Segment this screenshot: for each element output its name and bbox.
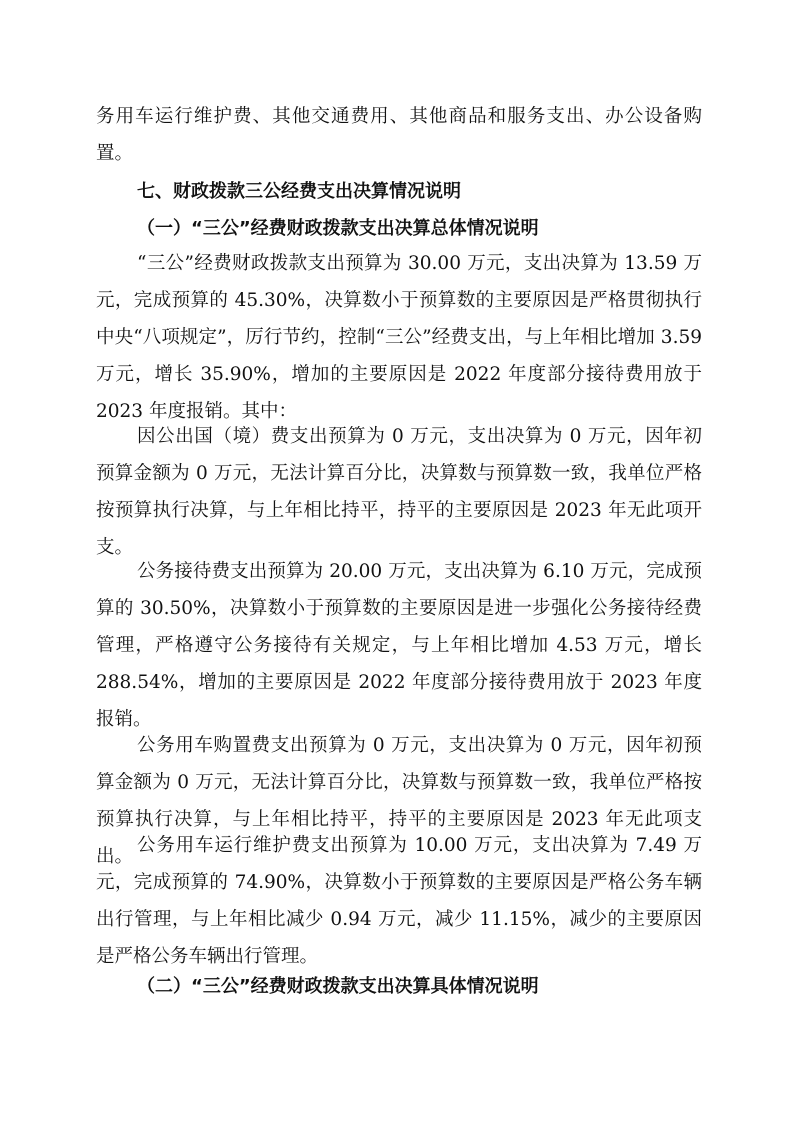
subheading-2: （二）“三公”经费财政拨款支出决算具体情况说明 <box>137 976 539 997</box>
paragraph-vehicle-purchase: 公务用车购置费支出预算为 0 万元，支出决算为 0 万元，因年初预算金额为 0 万元，无法计算百分比，决算数与预算数一致，我单位严格按预算执行决算，与上年相比持平，持平的主要原因是 2023 年无此项支出。 <box>96 735 702 867</box>
paragraph-continuation: 务用车运行维护费、其他交通费用、其他商品和服务支出、办公设备购置。 <box>96 106 702 164</box>
paragraph-overseas-travel: 因公出国（境）费支出预算为 0 万元，支出决算为 0 万元，因年初预算金额为 0 万元，无法计算百分比，决算数与预算数一致，我单位严格按预算执行决算，与上年相比持平，持平的主要原因是 2023 年无此项开支。 <box>96 426 702 558</box>
paragraph-official-reception: 公务接待费支出预算为 20.00 万元，支出决算为 6.10 万元，完成预算的 30.50%，决算数小于预算数的主要原因是进一步强化公务接待经费管理，严格遵守公务接待有关规定，与上年相比增加 4.53 万元，增长 288.54%，增加的主要原因是 2022 年度部分接待费用放于 2023 年度报销。 <box>96 561 702 730</box>
subheading-1: （一）“三公”经费财政拨款支出决算总体情况说明 <box>137 218 539 239</box>
paragraph-vehicle-operation: 公务用车运行维护费支出预算为 10.00 万元，支出决算为 7.49 万元，完成预算的 74.90%，决算数小于预算数的主要原因是严格公务车辆出行管理，与上年相比减少 0.94 万元，减少 11.15%，减少的主要原因是严格公务车辆出行管理。 <box>96 835 702 967</box>
paragraph-three-public-overview: “三公”经费财政拨款支出预算为 30.00 万元，支出决算为 13.59 万元，完成预算的 45.30%，决算数小于预算数的主要原因是严格贯彻执行中央“八项规定”，厉行节约，控制“三公”经费支出，与上年相比增加 3.59 万元，增长 35.90%，增加的主要原因是 2022 年度部分接待费用放于 2023 年度报销。其中： <box>96 253 702 422</box>
section-heading-7: 七、财政拨款三公经费支出决算情况说明 <box>137 181 461 202</box>
